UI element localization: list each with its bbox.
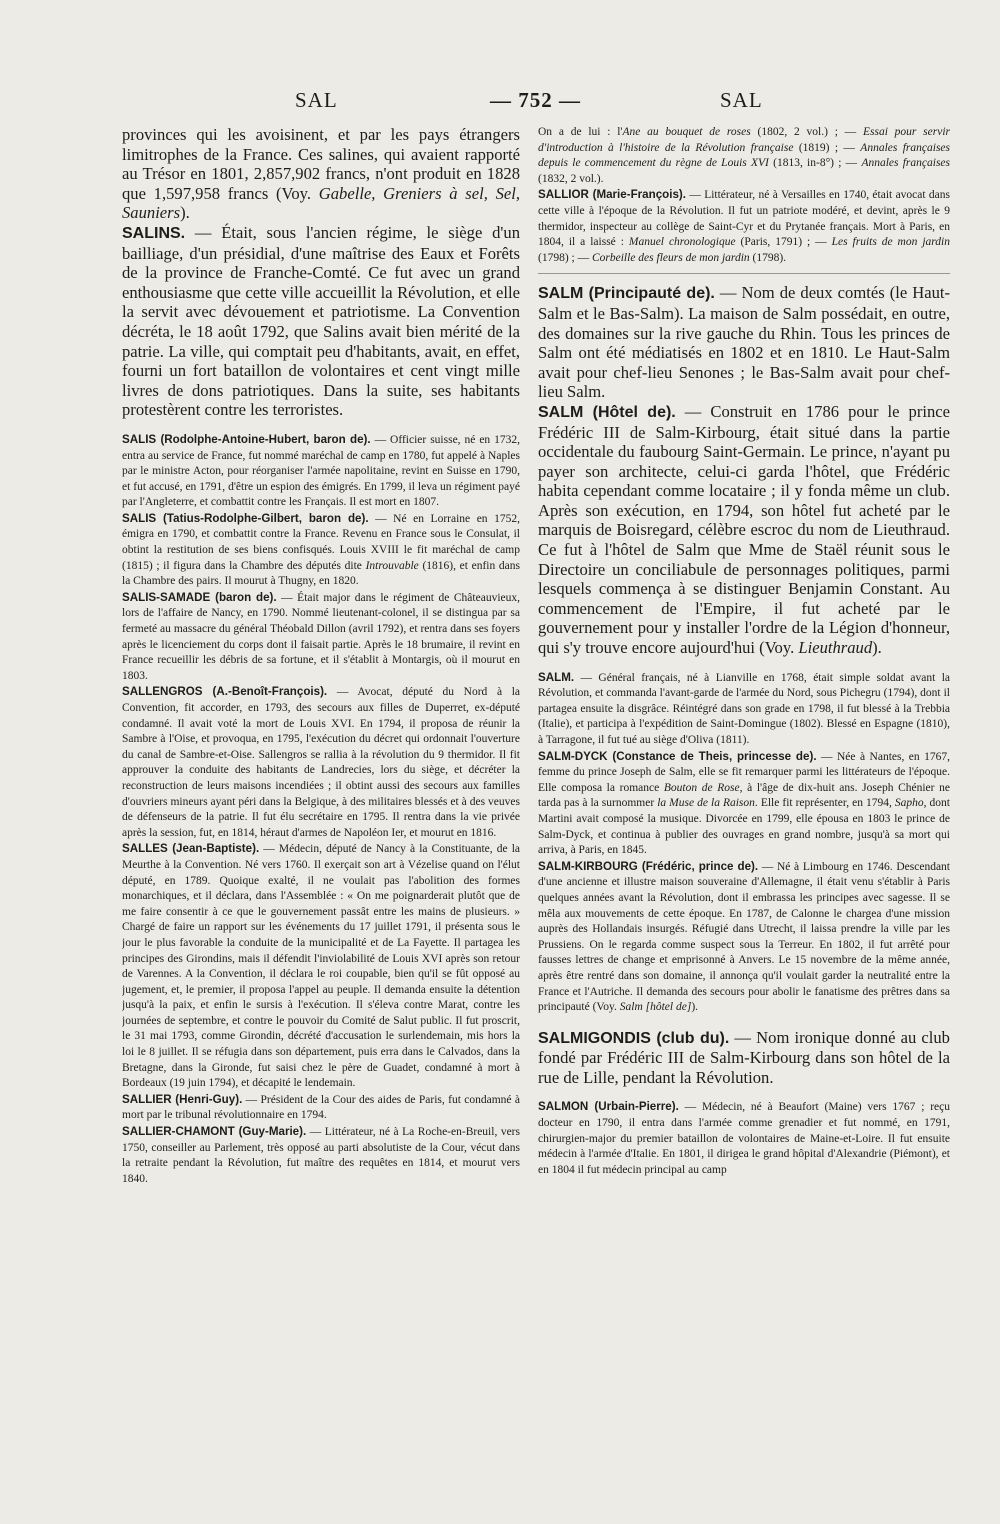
headword: SALLES (Jean-Baptiste). xyxy=(122,842,260,856)
headword: SALMON (Urbain-Pierre). xyxy=(538,1100,679,1114)
headword: SALIS-SAMADE (baron de). xyxy=(122,590,277,604)
header-right-word: SAL xyxy=(720,88,763,112)
headword: SALM (Hôtel de). xyxy=(538,403,676,421)
headword: SALLIER (Henri-Guy). xyxy=(122,1092,243,1106)
headword: SALM. xyxy=(538,670,575,684)
entry-salmon: SALMON (Urbain-Pierre). — Médecin, né à Beaufort (Maine) vers 1767 ; reçu docteur en 1790, il entra dans l'armée comme grenadier et fut nommé, en 1791, chirurgien-major du premier bataillon de volontaires de Maine-et-Loire. Il fut ensuite médecin à l'armée d'Italie. En 1801, il dirigea le grand hôpital d'Alexandrie (Piémont), et en 1804 il fut médecin principal au camp xyxy=(538,1100,950,1176)
left-column xyxy=(122,125,520,1187)
running-header xyxy=(120,88,960,118)
headword: SALLENGROS (A.-Benoît-François). xyxy=(122,685,328,699)
headword: SALLIER-CHAMONT (Guy-Marie). xyxy=(122,1125,307,1139)
entry-salis-samade: SALIS-SAMADE (baron de). — Était major dans le régiment de Châteauvieux, lors de l'affaire de Nancy, en 1790. Nommé lieutenant-colonel, il se distingua par sa fermeté au massacre du général Théobald Dillon (avril 1792), et rentra dans ses foyers après le licenciement du corps dont il faisait partie. Après le 18 brumaire, il revint en France recueillir les débris de sa fortune, et il s'établit à Montargis, où il mourut en 1803. xyxy=(122,590,520,682)
headword: SALIS (Rodolphe-Antoine-Hubert, baron de). xyxy=(122,432,371,446)
entry-salm-kirbourg: SALM-KIRBOURG (Frédéric, prince de). — Né à Limbourg en 1746. Descendant d'une ancienne et illustre maison souveraine d'Allemagne, il était venu s'établir à Paris quelques années avant la Révolution, dont il embrassa les principes avec sagesse. Il se mêla aux mouvements de cette époque. En 1787, de Calonne le chargea d'une mission auprès des Hollandais insurgés. Réfugié dans Utrecht, il laissa prendre la ville par les Prussiens. On le regarda comme suspect sous la Terreur. En 1802, il fut arrêté pour fausses lettres de change et emprisonné à Anvers. Le 15 novembre de la même année, après être rentré dans son domaine, il annonça qu'il voulait garder la neutralité entre la France et l'Autriche. Il demanda des secours pour abolir le fanatisme des prêtres dans sa principauté (Voy. Salm [hôtel de]). xyxy=(538,859,950,1014)
entry-salis-tatius: SALIS (Tatius-Rodolphe-Gilbert, baron de). — Né en Lorraine en 1752, émigra en 1790, et combattit contre la France. Revenu en France sous le Consulat, il obtint la restitution de ses biens confisqués. Louis XVIII le fit maréchal de camp (1815) ; il figura dans la Chambre des députés dite Introuvable (1816), et enfin dans la Chambre des pairs. Il mourut à Thugny, en 1820. xyxy=(122,511,520,588)
page-number: — 752 — xyxy=(490,88,581,112)
entry-salm-principaute: SALM (Principauté de). — Nom de deux comtés (le Haut-Salm et le Bas-Salm). La maison de Salm possédait, en outre, des domaines sur la rive gauche du Rhin. Tous les princes de Salm ont été médiatisés en 1802 et en 1810. Le Haut-Salm avait pour chef-lieu Senones ; le Bas-Salm avait pour chef-lieu Salm. xyxy=(538,283,950,402)
headword: SALINS. xyxy=(122,224,186,242)
entry-sallengros: SALLENGROS (A.-Benoît-François). — Avocat, député du Nord à la Convention, fit accorder, en 1793, des secours aux filles de Duperret, ex-député condamné. Il avait voté la mort de Louis XVI. En 1794, il proposa de réunir la Sambre à l'Oise, et provoqua, en 1795, l'exécution du décret qui ordonnait l'ouverture du canal de Sambre-et-Oise. Sallengros se rallia à la révolution du 9 thermidor. Il fit approuver la conduite des habitants de Landrecies, lors du siège, et décréter la reconstruction de leurs maisons incendiées ; il obtint aussi des secours aux familles d'ouvriers mineurs ayant péri dans la Belgique, à des militaires blessés et à des veuves de défenseurs de la patrie. Il fut élu secrétaire en 1795. Il rentra dans la vie privée après la session, fut, en 1814, héraut d'armes de Napoléon Ier, et mourut en 1816. xyxy=(122,685,520,839)
entry-salm-hotel: SALM (Hôtel de). — Construit en 1786 pour le prince Frédéric III de Salm-Kirbourg, était situé dans la partie occidentale du faubourg Saint-Germain. Le prince, n'ayant pu payer son architecte, celui-ci garda l'hôtel, que Frédéric habita cependant comme locataire ; il y fonda même un club. Après son exécution, en 1794, son hôtel fut acheté par le marquis de Boisregard, célèbre escroc du nom de Lieuthraud. Ce fut à l'hôtel de Salm que Mme de Staël réunit sous le Directoire un conciliabule de personnages politiques, parmi lesquels commença à se distinguer Benjamin Constant. Au commencement de l'Empire, il fut acheté par le gouvernement pour y installer l'ordre de la Légion d'honneur, qui s'y trouve encore aujourd'hui (Voy. Lieuthraud). xyxy=(538,401,950,658)
entry-salm-general: SALM. — Général français, né à Lianville en 1768, était simple soldat avant la Révolution, et commanda l'avant-garde de l'armée du Nord, sous Pichegru (1794), dont il partagea ensuite la disgrâce. Réintégré dans son grade en 1798, il fut blessé à la Trebbia (Italie), et participa à l'expédition de Saint-Domingue (1802). Blessé en Espagne (1810), à Tarragone, il fut tué au siège d'Oliva (1811). xyxy=(538,670,950,746)
headword: SALM (Principauté de). xyxy=(538,285,715,303)
entry-sallier-chamont: SALLIER-CHAMONT (Guy-Marie). — Littérateur, né à La Roche-en-Breuil, vers 1750, conseiller au Parlement, très opposé au parti absolutiste de la Cour, vécut dans la retraite pendant la Révolution, fut maître des requêtes en 1814, et mourut vers 1840. xyxy=(122,1125,520,1185)
section-divider xyxy=(538,273,950,274)
entry-salm-dyck: SALM-DYCK (Constance de Theis, princesse de). — Née à Nantes, en 1767, femme du prince Joseph de Salm, elle se fit remarquer parmi les littérateurs de l'époque. Elle composa la romance Bouton de Rose, à l'âge de dix-huit ans. Joseph Chénier ne tarda pas à la surnommer la Muse de la Raison. Elle fit représenter, en 1794, Sapho, dont Martini avait composé la musique. Divorcée en 1799, elle épousa en 1803 le prince de Salm-Dyck, et continua à publier des ouvrages en grand nombre, jusqu'à sa mort qui arriva, à Paris, en 1845. xyxy=(538,749,950,857)
entry-salis-rodolphe: SALIS (Rodolphe-Antoine-Hubert, baron de). — Officier suisse, né en 1732, entra au service de France, fut nommé maréchal de camp en 1780, fut appelé à Naples par le ministre Acton, pour réorganiser l'armée napolitaine, revint en Suisse en 1790, et fut accusé, en 1791, d'être un espion des émigrés. En 1799, il leva un régiment payé par l'Angleterre, et combattit contre les Français. Il est mort en 1807. xyxy=(122,432,520,509)
headword: SALMIGONDIS (club du). xyxy=(538,1029,730,1047)
right-column xyxy=(538,125,950,1178)
headword: SALM-KIRBOURG (Frédéric, prince de). xyxy=(538,859,759,873)
entry-sallior: SALLIOR (Marie-François). — Littérateur, né à Versailles en 1740, était avocat dans cette ville à l'époque de la Révolution. Il fut un patriote modéré, et devint, après le 9 thermidor, inspecteur au collège de Saint-Cyr et du Prytanée français. Mort à Paris, en 1804, il a laissé : Manuel chronologique (Paris, 1791) ; — Les fruits de mon jardin (1798) ; — Corbeille des fleurs de mon jardin (1798). xyxy=(538,188,950,264)
headword: SALIS (Tatius-Rodolphe-Gilbert, baron de). xyxy=(122,511,369,525)
header-left-word: SAL xyxy=(295,88,338,112)
headword: SALM-DYCK (Constance de Theis, princesse de). xyxy=(538,749,817,763)
entry-salmigondis: SALMIGONDIS (club du). — Nom ironique donné au club fondé par Frédéric III de Salm-Kirbourg dans son hôtel de la rue de Lille, pendant la Révolution. xyxy=(538,1027,950,1087)
entry-continuation: provinces qui les avoisinent, et par les pays étrangers limitrophes de la France. Ces salines, qui avaient rapporté au Trésor en 1801, 2,857,902 francs, n'ont produit en 1828 que 1,597,958 francs (Voy. Gabelle, Greniers à sel, Sel, Sauniers). xyxy=(122,125,520,223)
entry-salins: SALINS. — Était, sous l'ancien régime, le siège d'un bailliage, d'un présidial, d'une maîtrise des Eaux et Forêts de la province de Franche-Comté. Ce fut avec un grand enthousiasme que cette ville accueillit la Révolution, et elle la servit avec dévouement et patriotisme. La Convention décréta, le 18 août 1792, que Salins avait bien mérité de la patrie. La ville, qui comptait peu d'habitants, avait, en effet, fourni un fort bataillon de volontaires et cent vingt mille livres de dons patriotiques. Dans la suite, ses habitants protestèrent contre les terroristes. xyxy=(122,222,520,420)
entry-salles: SALLES (Jean-Baptiste). — Médecin, député de Nancy à la Constituante, de la Meurthe à la Convention. Né vers 1760. Il exerçait son art à Vézelise quand on l'élut député, en 1789. Quoique exalté, il ne voulait pas l'abolition des formes monarchiques, et il déclara, dans l'Assemblée : « On me poignarderait plutôt que de me faire consentir à ce que le gouvernement passât entre les mains de plusieurs. » Chargé de faire un rapport sur les événements du 17 juillet 1791, il présenta sous le jour le plus favorable la conduite de la municipalité et de La Fayette. Il partagea les principes des Girondins, mais il défendit l'inviolabilité de Louis XVI après son retour de Varennes. A la Convention, il déclara le roi coupable, bien qu'il se fût opposé au jugement, et, le premier, il proposa l'appel au peuple. Il demanda ensuite la détention jusqu'à la paix, et enfin le sursis à l'exécution. Il s'éleva contre Marat, contre les journées de septembre, et contre le pouvoir du Comité de Salut public. Il fut proscrit, le 31 mai 1793, comme Girondin, décrété d'accusation le surlendemain, mis hors la loi le 8 juillet. Il se réfugia dans son département, puis erra dans le Calvados, dans la Bretagne, dans la Gironde, fut saisi chez le père de Guadet, condamné à mort à Bordeaux (19 juin 1794), et décapité le lendemain. xyxy=(122,842,520,1090)
entry-continuation-right: On a de lui : l'Ane au bouquet de roses (1802, 2 vol.) ; — Essai pour servir d'introduction à l'histoire de la Révolution française (1819) ; — Annales françaises depuis le commencement du règne de Louis XVI (1813, in-8°) ; — Annales françaises (1832, 2 vol.). xyxy=(538,126,950,185)
entry-sallier: SALLIER (Henri-Guy). — Président de la Cour des aides de Paris, fut condamné à mort par le tribunal révolutionnaire en 1794. xyxy=(122,1092,520,1122)
headword: SALLIOR (Marie-François). xyxy=(538,188,686,202)
